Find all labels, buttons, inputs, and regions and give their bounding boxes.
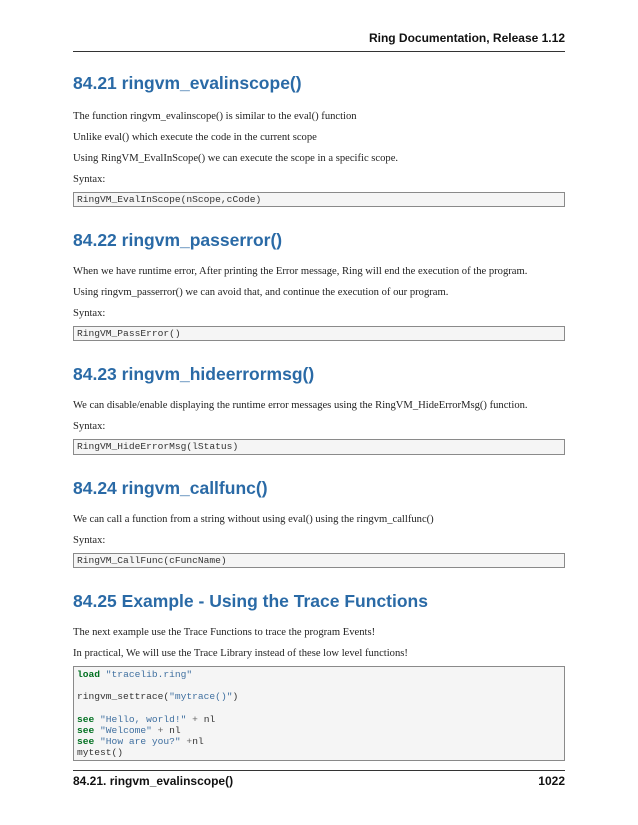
code-text: nl bbox=[192, 736, 204, 748]
running-header: Ring Documentation, Release 1.12 bbox=[368, 31, 565, 45]
paragraph: In practical, We will use the Trace Library instead of these low level functions! bbox=[73, 647, 408, 659]
section-evalinscope bbox=[73, 72, 565, 207]
section-heading: 84.25 Example - Using the Trace Functions bbox=[73, 590, 428, 611]
section-heading: 84.22 ringvm_passerror() bbox=[73, 230, 283, 251]
code-text: nl bbox=[203, 713, 216, 725]
paragraph: When we have runtime error, After printing the Error message, Ring will end the execution of the program. bbox=[73, 266, 528, 278]
code-text: mytest() bbox=[77, 747, 124, 759]
code-operator: + bbox=[157, 724, 164, 736]
code-keyword: see bbox=[77, 736, 95, 748]
code-text: ) bbox=[232, 691, 239, 703]
section-heading: 84.24 ringvm_callfunc() bbox=[73, 477, 268, 498]
syntax-label: Syntax: bbox=[73, 174, 106, 185]
syntax-label: Syntax: bbox=[73, 308, 106, 320]
code-string: "Hello, world!" bbox=[100, 713, 187, 725]
code-string: "tracelib.ring" bbox=[105, 668, 193, 680]
section-callfunc bbox=[73, 477, 565, 568]
section-heading: 84.21 ringvm_evalinscope() bbox=[73, 73, 302, 93]
code-block: RingVM_HideErrorMsg(lStatus) bbox=[73, 439, 565, 454]
header-rule bbox=[73, 51, 565, 52]
paragraph: Using ringvm_passerror() we can avoid that, and continue the execution of our program. bbox=[73, 287, 449, 299]
section-trace-example bbox=[73, 590, 565, 762]
code-text: nl bbox=[169, 724, 181, 736]
paragraph: The next example use the Trace Functions to trace the program Events! bbox=[73, 626, 376, 638]
code-string: "mytrace()" bbox=[169, 691, 233, 703]
section-heading: 84.23 ringvm_hideerrormsg() bbox=[73, 364, 315, 385]
code-text: ringvm_settrace( bbox=[77, 691, 170, 703]
paragraph: We can disable/enable displaying the runtime error messages using the RingVM_HideErrorMsg() function. bbox=[73, 400, 528, 412]
syntax-label: Syntax: bbox=[73, 421, 106, 433]
syntax-label: Syntax: bbox=[73, 534, 106, 546]
code-block: RingVM_PassError() bbox=[73, 326, 565, 341]
paragraph: Unlike eval() which execute the code in the current scope bbox=[73, 132, 317, 143]
paragraph: The function ringvm_evalinscope() is similar to the eval() function bbox=[73, 111, 357, 122]
footer-rule bbox=[73, 770, 565, 771]
paragraph: Using RingVM_EvalInScope() we can execute the scope in a specific scope. bbox=[73, 153, 399, 164]
page-number: 1022 bbox=[538, 774, 565, 788]
footer-section: 84.21. ringvm_evalinscope() bbox=[73, 774, 234, 788]
code-operator: + bbox=[186, 736, 193, 748]
code-operator: + bbox=[192, 713, 198, 725]
code-keyword: see bbox=[77, 713, 95, 725]
code-keyword: see bbox=[77, 724, 95, 736]
code-string: "Welcome" bbox=[100, 724, 152, 736]
section-passerror bbox=[73, 229, 565, 341]
example-code-block bbox=[73, 666, 565, 762]
section-hideerrormsg bbox=[73, 363, 565, 454]
paragraph: We can call a function from a string without using eval() using the ringvm_callfunc() bbox=[73, 513, 434, 525]
page-content bbox=[73, 62, 565, 761]
code-string: "How are you?" bbox=[100, 736, 181, 748]
code-block: RingVM_EvalInScope(nScope,cCode) bbox=[73, 192, 565, 207]
code-block: RingVM_CallFunc(cFuncName) bbox=[73, 553, 565, 568]
running-footer bbox=[73, 774, 565, 788]
code-keyword: load bbox=[77, 668, 101, 680]
